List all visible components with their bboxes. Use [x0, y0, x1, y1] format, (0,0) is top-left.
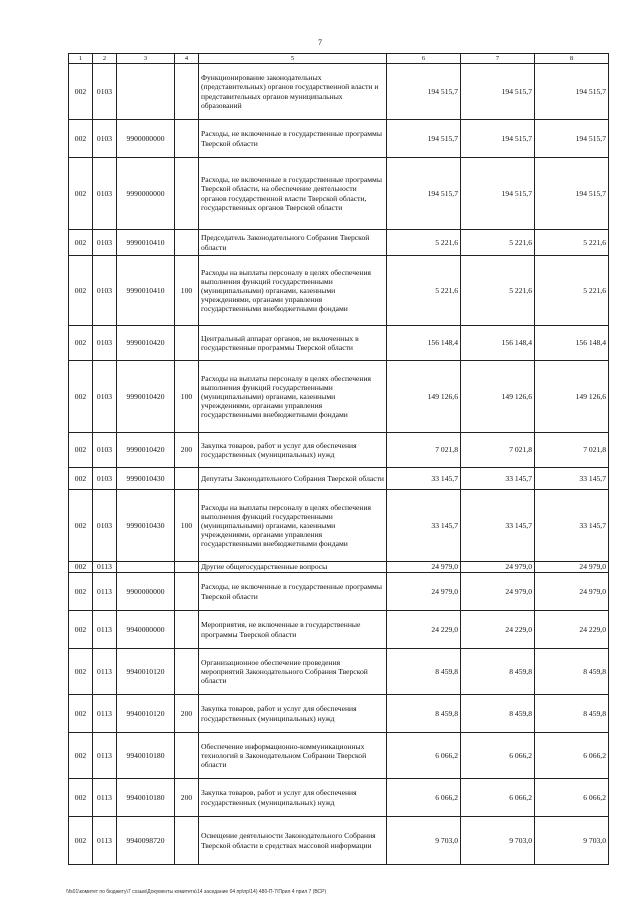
amount-col7-cell: 5 221,6 [461, 230, 535, 256]
column-header: 2 [93, 54, 117, 64]
section-code-cell: 0103 [93, 490, 117, 562]
section-code-cell: 0103 [93, 326, 117, 361]
admin-code-cell: 002 [69, 433, 93, 468]
table-row [69, 64, 609, 120]
target-article-cell: 9990010410 [117, 230, 175, 256]
target-article-cell: 9990010420 [117, 433, 175, 468]
footer-file-path: \\fs01\комитет по бюджету\7 созыв\Документы комитета\14 заседание 04 пр\пр\14) 480-П-7\Прил 4 прил 7 (ВСР) [66, 889, 327, 895]
target-article-cell: 9900000000 [117, 120, 175, 158]
item-name-cell: Расходы, не включенные в государственные программы Тверской области [199, 120, 387, 158]
target-article-cell: 9900000000 [117, 573, 175, 611]
amount-col7-cell: 24 979,0 [461, 562, 535, 573]
expense-type-cell: 200 [175, 433, 199, 468]
amount-col7-cell: 24 229,0 [461, 611, 535, 649]
column-header: 1 [69, 54, 93, 64]
expense-type-cell [175, 817, 199, 865]
item-name-cell: Организационное обеспечение проведения мероприятий Законодательного Собрания Тверской области [199, 649, 387, 695]
amount-col6-cell: 194 515,7 [387, 64, 461, 120]
target-article-cell [117, 562, 175, 573]
column-header: 3 [117, 54, 175, 64]
amount-col7-cell: 33 145,7 [461, 468, 535, 490]
amount-col7-cell: 156 148,4 [461, 326, 535, 361]
admin-code-cell: 002 [69, 490, 93, 562]
item-name-cell: Закупка товаров, работ и услуг для обеспечения государственных (муниципальных) нужд [199, 695, 387, 733]
expense-type-cell: 200 [175, 695, 199, 733]
admin-code-cell: 002 [69, 779, 93, 817]
expense-type-cell [175, 326, 199, 361]
amount-col8-cell: 194 515,7 [535, 158, 609, 230]
amount-col8-cell: 33 145,7 [535, 490, 609, 562]
amount-col7-cell: 194 515,7 [461, 158, 535, 230]
section-code-cell: 0103 [93, 256, 117, 326]
amount-col8-cell: 24 229,0 [535, 611, 609, 649]
admin-code-cell: 002 [69, 562, 93, 573]
amount-col8-cell: 5 221,6 [535, 230, 609, 256]
amount-col8-cell: 194 515,7 [535, 120, 609, 158]
admin-code-cell: 002 [69, 64, 93, 120]
amount-col6-cell: 33 145,7 [387, 490, 461, 562]
expense-type-cell [175, 468, 199, 490]
amount-col8-cell: 7 021,8 [535, 433, 609, 468]
expense-type-cell [175, 611, 199, 649]
expense-type-cell [175, 649, 199, 695]
amount-col7-cell: 5 221,6 [461, 256, 535, 326]
item-name-cell: Депутаты Законодательного Собрания Тверской области [199, 468, 387, 490]
amount-col6-cell: 24 979,0 [387, 573, 461, 611]
target-article-cell: 9990010430 [117, 468, 175, 490]
admin-code-cell: 002 [69, 158, 93, 230]
amount-col7-cell: 149 126,6 [461, 361, 535, 433]
item-name-cell: Другие общегосударственные вопросы [199, 562, 387, 573]
target-article-cell: 9940098720 [117, 817, 175, 865]
amount-col8-cell: 149 126,6 [535, 361, 609, 433]
item-name-cell: Мероприятия, не включенные в государственные программы Тверской области [199, 611, 387, 649]
table-row [69, 695, 609, 733]
expense-type-cell: 100 [175, 361, 199, 433]
column-header: 7 [461, 54, 535, 64]
admin-code-cell: 002 [69, 230, 93, 256]
target-article-cell: 9990010410 [117, 256, 175, 326]
target-article-cell: 9940010180 [117, 779, 175, 817]
expense-type-cell [175, 573, 199, 611]
column-header: 8 [535, 54, 609, 64]
amount-col6-cell: 149 126,6 [387, 361, 461, 433]
item-name-cell: Расходы на выплаты персоналу в целях обеспечения выполнения функций государственными (муниципальными) органами, казенными учреждениями, органами управления государственными внебюджетными фондами [199, 490, 387, 562]
admin-code-cell: 002 [69, 733, 93, 779]
admin-code-cell: 002 [69, 120, 93, 158]
target-article-cell: 9990000000 [117, 158, 175, 230]
item-name-cell: Обеспечение информационно-коммуникационных технологий в Законодательном Собрании Тверской области [199, 733, 387, 779]
item-name-cell: Закупка товаров, работ и услуг для обеспечения государственных (муниципальных) нужд [199, 433, 387, 468]
table-row [69, 256, 609, 326]
expense-type-cell: 100 [175, 490, 199, 562]
admin-code-cell: 002 [69, 611, 93, 649]
amount-col6-cell: 6 066,2 [387, 779, 461, 817]
table-row [69, 468, 609, 490]
section-code-cell: 0103 [93, 433, 117, 468]
table-row [69, 733, 609, 779]
amount-col6-cell: 7 021,8 [387, 433, 461, 468]
section-code-cell: 0113 [93, 779, 117, 817]
table-row [69, 361, 609, 433]
amount-col6-cell: 194 515,7 [387, 158, 461, 230]
amount-col8-cell: 5 221,6 [535, 256, 609, 326]
amount-col8-cell: 6 066,2 [535, 733, 609, 779]
expense-type-cell [175, 120, 199, 158]
item-name-cell: Закупка товаров, работ и услуг для обеспечения государственных (муниципальных) нужд [199, 779, 387, 817]
amount-col6-cell: 5 221,6 [387, 230, 461, 256]
amount-col8-cell: 6 066,2 [535, 779, 609, 817]
table-row [69, 817, 609, 865]
amount-col6-cell: 33 145,7 [387, 468, 461, 490]
table-row [69, 490, 609, 562]
amount-col6-cell: 8 459,8 [387, 695, 461, 733]
amount-col7-cell: 6 066,2 [461, 733, 535, 779]
amount-col7-cell: 8 459,8 [461, 649, 535, 695]
section-code-cell: 0103 [93, 158, 117, 230]
column-header: 5 [199, 54, 387, 64]
section-code-cell: 0113 [93, 562, 117, 573]
amount-col7-cell: 6 066,2 [461, 779, 535, 817]
item-name-cell: Освещение деятельности Законодательного Собрания Тверской области в средствах массовой информации [199, 817, 387, 865]
column-header: 4 [175, 54, 199, 64]
column-header: 6 [387, 54, 461, 64]
amount-col7-cell: 194 515,7 [461, 64, 535, 120]
admin-code-cell: 002 [69, 649, 93, 695]
section-code-cell: 0113 [93, 573, 117, 611]
target-article-cell: 9940000000 [117, 611, 175, 649]
amount-col8-cell: 24 979,0 [535, 573, 609, 611]
section-code-cell: 0113 [93, 611, 117, 649]
item-name-cell: Расходы на выплаты персоналу в целях обеспечения выполнения функций государственными (муниципальными) органами, казенными учреждениями, органами управления государственными внебюджетными фондами [199, 361, 387, 433]
section-code-cell: 0103 [93, 361, 117, 433]
target-article-cell: 9990010420 [117, 326, 175, 361]
item-name-cell: Расходы на выплаты персоналу в целях обеспечения выполнения функций государственными (муниципальными) органами, казенными учреждениями, органами управления государственными внебюджетными фондами [199, 256, 387, 326]
amount-col7-cell: 9 703,0 [461, 817, 535, 865]
section-code-cell: 0113 [93, 695, 117, 733]
amount-col6-cell: 194 515,7 [387, 120, 461, 158]
expense-type-cell [175, 230, 199, 256]
amount-col8-cell: 33 145,7 [535, 468, 609, 490]
amount-col6-cell: 5 221,6 [387, 256, 461, 326]
amount-col8-cell: 156 148,4 [535, 326, 609, 361]
amount-col8-cell: 8 459,8 [535, 695, 609, 733]
target-article-cell: 9940010180 [117, 733, 175, 779]
expense-type-cell: 100 [175, 256, 199, 326]
expense-type-cell [175, 158, 199, 230]
column-number-row [69, 54, 609, 64]
amount-col7-cell: 8 459,8 [461, 695, 535, 733]
target-article-cell: 9990010420 [117, 361, 175, 433]
table-row [69, 562, 609, 573]
amount-col7-cell: 7 021,8 [461, 433, 535, 468]
target-article-cell: 9940010120 [117, 649, 175, 695]
expense-type-cell [175, 733, 199, 779]
admin-code-cell: 002 [69, 361, 93, 433]
expense-type-cell [175, 562, 199, 573]
target-article-cell [117, 64, 175, 120]
table-row [69, 611, 609, 649]
section-code-cell: 0113 [93, 649, 117, 695]
amount-col6-cell: 24 979,0 [387, 562, 461, 573]
admin-code-cell: 002 [69, 695, 93, 733]
table-row [69, 433, 609, 468]
table-row [69, 649, 609, 695]
admin-code-cell: 002 [69, 326, 93, 361]
table-row [69, 120, 609, 158]
amount-col8-cell: 9 703,0 [535, 817, 609, 865]
amount-col8-cell: 194 515,7 [535, 64, 609, 120]
target-article-cell: 9990010430 [117, 490, 175, 562]
amount-col6-cell: 156 148,4 [387, 326, 461, 361]
admin-code-cell: 002 [69, 256, 93, 326]
section-code-cell: 0103 [93, 120, 117, 158]
amount-col7-cell: 33 145,7 [461, 490, 535, 562]
expense-type-cell [175, 64, 199, 120]
page-number: 7 [318, 38, 322, 47]
item-name-cell: Расходы, не включенные в государственные программы Тверской области [199, 573, 387, 611]
table-row [69, 158, 609, 230]
admin-code-cell: 002 [69, 573, 93, 611]
amount-col6-cell: 6 066,2 [387, 733, 461, 779]
item-name-cell: Функционирование законодательных (представительных) органов государственной власти и представительных органов муниципальных образований [199, 64, 387, 120]
table-row [69, 779, 609, 817]
amount-col7-cell: 194 515,7 [461, 120, 535, 158]
item-name-cell: Центральный аппарат органов, не включенных в государственные программы Тверской области [199, 326, 387, 361]
section-code-cell: 0103 [93, 468, 117, 490]
amount-col8-cell: 24 979,0 [535, 562, 609, 573]
table-row [69, 326, 609, 361]
item-name-cell: Расходы, не включенные в государственные программы Тверской области, на обеспечение деятельности органов государственной власти Тверской области, государственных органов Тверской области [199, 158, 387, 230]
table-row [69, 230, 609, 256]
target-article-cell: 9940010120 [117, 695, 175, 733]
amount-col6-cell: 8 459,8 [387, 649, 461, 695]
amount-col6-cell: 24 229,0 [387, 611, 461, 649]
amount-col6-cell: 9 703,0 [387, 817, 461, 865]
admin-code-cell: 002 [69, 817, 93, 865]
expense-type-cell: 200 [175, 779, 199, 817]
table-row [69, 573, 609, 611]
section-code-cell: 0113 [93, 817, 117, 865]
section-code-cell: 0103 [93, 230, 117, 256]
amount-col8-cell: 8 459,8 [535, 649, 609, 695]
admin-code-cell: 002 [69, 468, 93, 490]
section-code-cell: 0103 [93, 64, 117, 120]
amount-col7-cell: 24 979,0 [461, 573, 535, 611]
budget-table [68, 53, 609, 865]
section-code-cell: 0113 [93, 733, 117, 779]
item-name-cell: Председатель Законодательного Собрания Тверской области [199, 230, 387, 256]
